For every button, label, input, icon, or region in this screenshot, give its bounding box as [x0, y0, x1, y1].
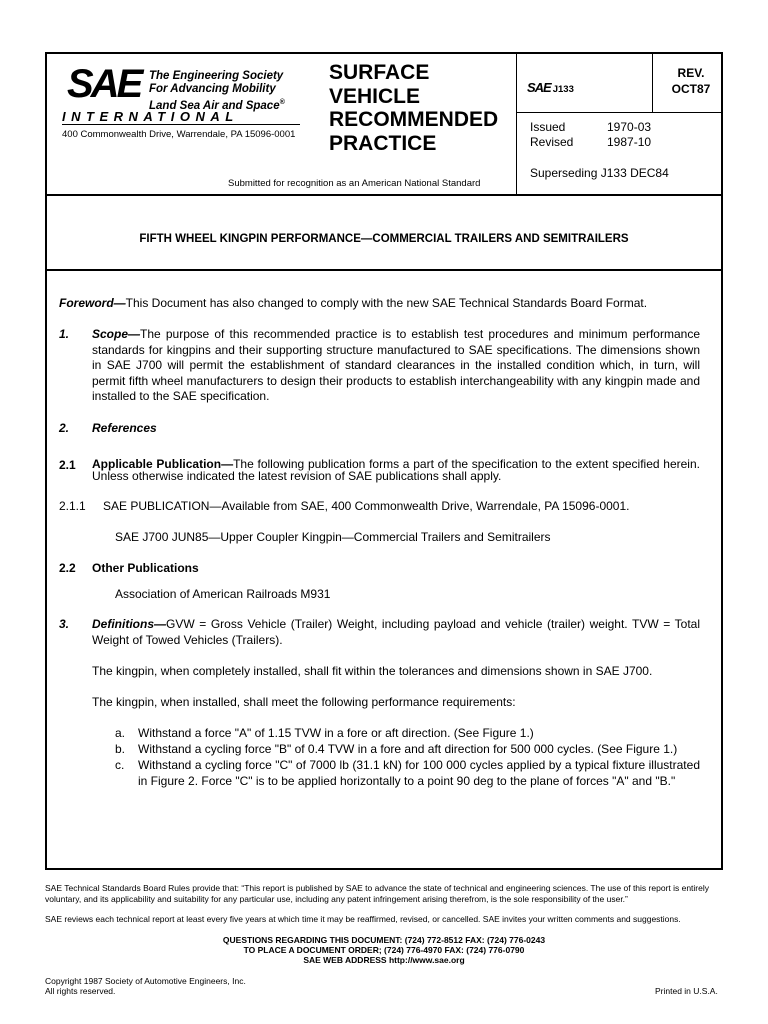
sae-j700-reference: SAE J700 JUN85—Upper Coupler Kingpin—Commercial Trailers and Semitrailers [115, 530, 551, 544]
tagline-line-1: The Engineering Society [149, 70, 284, 82]
tagline-line-3: Land Sea Air and Space® [149, 99, 285, 112]
printed-in-usa: Printed in U.S.A. [655, 986, 718, 996]
tagline-line-2: For Advancing Mobility [149, 83, 276, 95]
foreword-label: Foreword— [59, 296, 126, 310]
scope-label: Scope— [92, 327, 141, 341]
registered-mark: ® [279, 99, 285, 106]
issued-value: 1970-03 [607, 120, 652, 134]
applicable-publication-text: The following publication forms a part of the specification to the extent specified herein. Unless otherwise indicated the latest revision of SAE publications shall apply. [92, 457, 700, 483]
requirement-b: Withstand a cycling force "B" of 0.4 TVW in a fore and aft direction for 500 000 cycles. (See Figure 1.) [138, 742, 678, 756]
international-wordmark: INTERNATIONAL [62, 109, 239, 124]
applicable-publication-paragraph [92, 458, 700, 482]
header-divider [47, 194, 721, 196]
info-box-left-border [516, 54, 517, 194]
tsb-rules-notice: SAE Technical Standards Board Rules provide that: “This report is published by SAE to advance the state of technical and engineering sciences. The use of this report is entirely voluntary, and its applicability and suitability for any particular use, including any patent infringement arising therefrom, is the sole responsibility of the user.” [45, 883, 710, 904]
references-heading: References [92, 421, 157, 435]
requirement-a: Withstand a force "A" of 1.15 TVW in a fore or aft direction. (See Figure 1.) [138, 726, 534, 740]
scope-text: The purpose of this recommended practice is to establish test procedures and minimum performance standards for kingpins and their supporting structure manufactured to SAE specifications. The dimensions shown in SAE J700 will permit the establishment of standard clearances in the installed condition which, in turn, will permit fifth wheel manufacturers to design their products to establish interchangeability with any kingpin made and installed to the SAE specification. [92, 327, 700, 403]
doc-type-line-2: VEHICLE [329, 84, 421, 108]
section-number-definitions: 3. [59, 617, 70, 631]
requirement-marker-a: a. [115, 726, 126, 740]
requirement-marker-b: b. [115, 742, 126, 756]
definitions-text: GVW = Gross Vehicle (Trailer) Weight, including payload and vehicle (trailer) weight. TVW = Total Weight of Towed Vehicles (Trailers). [92, 617, 700, 647]
order-contact: TO PLACE A DOCUMENT ORDER; (724) 776-4970 FAX: (724) 776-0790 [243, 945, 525, 955]
web-address: SAE WEB ADDRESS http://www.sae.org [303, 955, 465, 965]
revised-value: 1987-10 [607, 135, 652, 149]
issued-label: Issued [530, 120, 566, 134]
title-divider [47, 269, 721, 271]
requirement-c: Withstand a cycling force "C" of 7000 lb (31.1 kN) for 100 000 cycles applied by a typical fixture illustrated in Figure 2. Force "C" is to be applied horizontally to a point 90 deg to the plane of forces "A" and "B." [138, 758, 700, 788]
section-number-references: 2. [59, 421, 70, 435]
wordmark-underline [62, 124, 300, 125]
requirement-marker-c: c. [115, 758, 125, 772]
info-box-divider [517, 112, 723, 113]
foreword-text: This Document has also changed to comply with the new SAE Technical Standards Board Format. [125, 296, 648, 310]
definitions-paragraph [92, 617, 700, 648]
doc-type-line-4: PRACTICE [329, 131, 437, 155]
rights-notice: All rights reserved. [45, 986, 116, 996]
section-number-2-2: 2.2 [59, 561, 76, 575]
section-number-2-1-1: 2.1.1 [59, 499, 86, 513]
sae-tagline [149, 70, 285, 113]
document-title: FIFTH WHEEL KINGPIN PERFORMANCE—COMMERCIAL TRAILERS AND SEMITRAILERS [139, 233, 629, 245]
document-type [329, 61, 498, 155]
rev-box-left-border [652, 54, 653, 112]
foreword [59, 296, 647, 312]
sae-publication-label: SAE PUBLICATION— [103, 499, 222, 513]
aar-reference: Association of American Railroads M931 [115, 587, 331, 601]
section-number-scope: 1. [59, 327, 70, 341]
doc-type-line-1: SURFACE [329, 61, 430, 84]
kingpin-fit-paragraph: The kingpin, when completely installed, shall fit within the tolerances and dimensions shown in SAE J700. [92, 664, 653, 678]
questions-contact: QUESTIONS REGARDING THIS DOCUMENT: (724) 772-8512 FAX: (724) 776-0243 [222, 935, 546, 945]
review-notice: SAE reviews each technical report at least every five years at which time it may be reaffirmed, revised, or cancelled. SAE invites your written comments and suggestions. [45, 914, 681, 924]
sae-publication-text: Available from SAE, 400 Commonwealth Drive, Warrendale, PA 15096-0001. [221, 499, 630, 513]
ansi-submission-note: Submitted for recognition as an American National Standard [228, 178, 481, 189]
copyright-notice: Copyright 1987 Society of Automotive Engineers, Inc. [45, 976, 246, 986]
sae-address: 400 Commonwealth Drive, Warrendale, PA 15096-0001 [62, 129, 296, 140]
doc-type-line-3: RECOMMENDED [329, 108, 499, 131]
other-publications-heading: Other Publications [92, 561, 199, 575]
section-number-2-1: 2.1 [59, 458, 76, 472]
doc-number: J133 [552, 84, 574, 95]
superseding-note: Superseding J133 DEC84 [530, 166, 669, 180]
sae-logo: SAE [67, 62, 141, 106]
scope-paragraph [92, 327, 700, 405]
rev-date: OCT87 [671, 82, 711, 96]
rev-label: REV. [677, 66, 705, 80]
sae-publication-line [103, 499, 629, 515]
sae-small-logo: SAE [527, 80, 551, 95]
kingpin-performance-intro: The kingpin, when installed, shall meet the following performance requirements: [92, 695, 516, 709]
definitions-label: Definitions— [92, 617, 166, 631]
doc-number-block [527, 79, 574, 97]
revised-label: Revised [530, 135, 574, 149]
applicable-publication-label: Applicable Publication— [92, 457, 234, 471]
